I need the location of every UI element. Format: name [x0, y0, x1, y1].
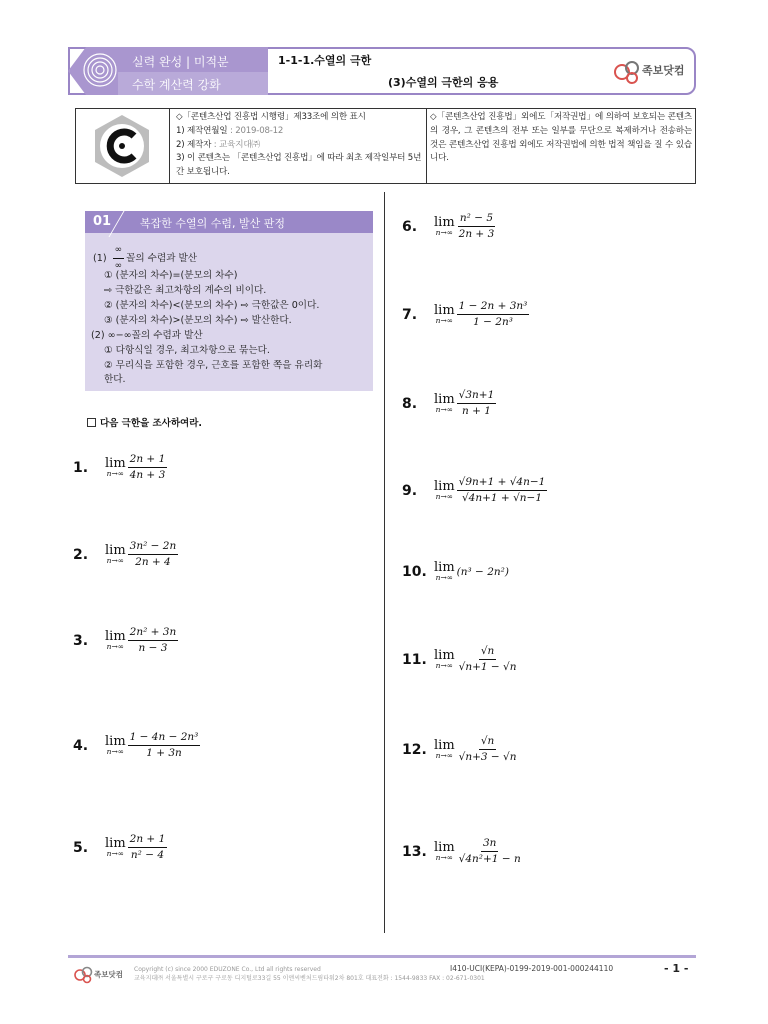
lim-word: lim: [105, 456, 126, 471]
lim-word: lim: [434, 303, 455, 318]
lim-word: lim: [434, 560, 455, 575]
limit-operator: [434, 393, 455, 414]
notice-label: 2) 제작자: [176, 139, 214, 150]
instruction-text: 다음 극한을 조사하여라.: [100, 418, 202, 429]
lim-word: lim: [434, 392, 455, 407]
limit-operator: [105, 544, 126, 565]
summary-line: 한다.: [104, 374, 126, 385]
lim-subscript: n→∞: [435, 492, 454, 501]
problem-number: 6.: [402, 218, 418, 235]
notice-left-text: [176, 111, 424, 180]
lim-word: lim: [434, 215, 455, 230]
problem-number: 5.: [73, 839, 89, 856]
footer-brand-name: 족보닷컴: [94, 970, 123, 979]
lim-word: lim: [105, 734, 126, 749]
limit-operator: [105, 837, 126, 858]
fraction-top: ∞: [113, 244, 125, 259]
lesson-code: 1-1-1.수열의 극한: [278, 54, 372, 67]
problem-number: 3.: [73, 632, 89, 649]
problem-10: [402, 561, 509, 582]
limit-operator: [434, 739, 455, 760]
footer-doc-code: I410-UCI(KEPA)-0199-2019-001-000244110: [450, 964, 614, 973]
notice-line: [176, 125, 424, 139]
denominator: 1 + 3n: [146, 747, 182, 759]
fraction: [128, 453, 168, 482]
denominator: √4n+1 + √n−1: [461, 492, 543, 504]
notice-line: [176, 139, 424, 153]
expression: (n³ − 2n²): [456, 565, 509, 578]
problem-12: [402, 735, 519, 764]
limit-operator: [105, 735, 126, 756]
denominator: n² − 4: [130, 849, 165, 861]
summary-line: ② (분자의 차수)<(분모의 차수) ⇨ 극한값은 0이다.: [104, 300, 320, 311]
limit-operator: [105, 457, 126, 478]
lim-subscript: n→∞: [106, 642, 125, 651]
problem-number: 2.: [73, 546, 89, 563]
summary-line: ① (분자의 차수)=(분모의 차수): [104, 270, 238, 281]
notice-label: 1) 제작연월일: [176, 125, 230, 136]
fraction-bottom: ∞: [114, 261, 123, 271]
limit-operator: [434, 649, 455, 670]
lim-subscript: n→∞: [435, 228, 454, 237]
lim-word: lim: [105, 836, 126, 851]
lim-subscript: n→∞: [106, 849, 125, 858]
lim-subscript: n→∞: [435, 853, 454, 862]
problem-number: 7.: [402, 306, 418, 323]
lim-subscript: n→∞: [106, 469, 125, 478]
fraction: [128, 626, 179, 655]
column-divider: [384, 192, 385, 933]
notice-value: : 2019-08-12: [230, 125, 284, 136]
numerator: 3n² − 2n: [128, 540, 179, 555]
limit-operator: [434, 216, 455, 237]
summary-line: ② 무리식을 포함한 경우, 근호를 포함한 쪽을 유리화: [104, 360, 323, 371]
problem-4: [73, 731, 200, 760]
lesson-title: (3)수열의 극한의 응용: [388, 76, 499, 89]
notice-line: ◇「콘텐츠산업 진흥법 시행령」제33조에 의한 표시: [176, 112, 366, 122]
notice-divider: [426, 108, 427, 184]
checkbox-marker-icon: [87, 418, 96, 427]
content-copyright-icon: [86, 112, 158, 180]
lim-word: lim: [434, 479, 455, 494]
denominator: √n+3 − √n: [458, 751, 517, 763]
numerator: 2n + 1: [128, 833, 168, 848]
lim-word: lim: [105, 629, 126, 644]
brand-name: 족보닷컴: [642, 64, 685, 77]
problem-6: [402, 212, 496, 241]
problem-1: [73, 453, 167, 482]
numerator: √n: [479, 735, 496, 750]
problem-number: 11.: [402, 651, 427, 668]
fraction: [457, 212, 497, 241]
numerator: n² − 5: [458, 212, 495, 227]
problem-number: 9.: [402, 482, 418, 499]
brand-logo-icon: [612, 56, 698, 86]
fraction: [457, 837, 523, 866]
fraction: [128, 731, 201, 760]
edu-logo-icon: [82, 52, 118, 88]
numerator: 2n² + 3n: [128, 626, 179, 641]
course-subtitle: 수학 계산력 강화: [132, 78, 221, 92]
lim-subscript: n→∞: [435, 751, 454, 760]
footer-address: 교육지대㈜ 서울특별시 구로구 구로동 디지털로33길 55 이앤씨벤처드림타워2차 801호 대표전화 : 1544-9833 FAX : 02-671-0301: [134, 975, 485, 982]
problem-5: [73, 833, 167, 862]
notice-line: 3) 이 콘텐츠는 「콘텐츠산업 진흥법」에 따라 최초 제작일부터 5년간 보호됩니다.: [176, 153, 422, 178]
denominator: 2n + 4: [135, 556, 171, 568]
lim-subscript: n→∞: [106, 556, 125, 565]
footer-rule: [68, 955, 696, 958]
lim-word: lim: [434, 738, 455, 753]
denominator: 2n + 3: [458, 228, 495, 240]
problem-2: [73, 540, 178, 569]
numerator: 2n + 1: [128, 453, 168, 468]
lim-subscript: n→∞: [106, 747, 125, 756]
limit-operator: [434, 304, 455, 325]
problem-8: [402, 389, 496, 418]
concept-title: 복잡한 수열의 수렴, 발산 판정: [140, 217, 285, 230]
lim-subscript: n→∞: [435, 661, 454, 670]
lim-subscript: n→∞: [435, 405, 454, 414]
problem-number: 1.: [73, 459, 89, 476]
notice-divider: [169, 108, 170, 184]
lim-word: lim: [105, 543, 126, 558]
problem-3: [73, 626, 178, 655]
problem-11: [402, 645, 519, 674]
fraction: [457, 476, 548, 505]
summary-line: ⇨ 극한값은 최고차항의 계수의 비이다.: [104, 285, 267, 296]
problem-7: [402, 300, 529, 329]
lim-word: lim: [434, 648, 455, 663]
numerator: 1 − 2n + 3n³: [457, 300, 530, 315]
lim-subscript: n→∞: [435, 316, 454, 325]
denominator: 4n + 3: [129, 469, 166, 481]
denominator: √4n²+1 − n: [458, 853, 521, 865]
notice-right-text: ◇「콘텐츠산업 진흥법」외에도「저작권법」에 의하여 보호되는 콘텐츠의 경우, 그 콘텐츠의 전부 또는 일부를 무단으로 복제하거나 전송하는 것은 콘텐츠산업 진흥법 외에도 저작권법에 의한 법적 책임을 질 수 있습니다.: [430, 112, 692, 164]
problem-number: 12.: [402, 741, 427, 758]
limit-operator: [434, 841, 455, 862]
lim-word: lim: [434, 840, 455, 855]
course-label: 실력 완성 | 미적분: [132, 55, 229, 69]
numerator: 1 − 4n − 2n³: [128, 731, 201, 746]
summary-item-suffix: 꼴의 수렴과 발산: [126, 253, 198, 264]
summary-line: (2) ∞−∞꼴의 수렴과 발산: [91, 330, 203, 341]
numerator: √9n+1 + √4n−1: [457, 476, 548, 491]
concept-number: 01: [93, 214, 112, 229]
footer-brand-logo-icon: [72, 963, 128, 985]
footer-copyright: Copyright (c) since 2000 EDUZONE Co., Ltd all rights reserved: [134, 966, 321, 973]
denominator: n − 3: [138, 642, 168, 654]
notice-value: : 교육지대㈜: [213, 139, 260, 150]
fraction: [457, 300, 530, 329]
fraction: [457, 645, 519, 674]
problem-number: 13.: [402, 843, 427, 860]
fraction: [128, 540, 179, 569]
fraction: [457, 735, 519, 764]
denominator: √n+1 − √n: [458, 661, 517, 673]
fraction: [128, 833, 168, 862]
lim-subscript: n→∞: [435, 573, 454, 582]
problem-13: [402, 837, 523, 866]
denominator: n + 1: [462, 405, 491, 417]
summary-line: ③ (분자의 차수)>(분모의 차수) ⇨ 발산한다.: [104, 315, 292, 326]
limit-operator: [434, 480, 455, 501]
summary-line: ① 다항식일 경우, 최고차항으로 묶는다.: [104, 345, 270, 356]
problem-9: [402, 476, 547, 505]
problem-number: 8.: [402, 395, 418, 412]
denominator: 1 − 2n³: [473, 316, 513, 328]
limit-operator: [105, 630, 126, 651]
problem-number: 10.: [402, 563, 427, 580]
numerator: 3n: [481, 837, 498, 852]
limit-operator: [434, 561, 455, 582]
page-number: - 1 -: [664, 962, 689, 975]
fraction: [457, 389, 497, 418]
problem-number: 4.: [73, 737, 89, 754]
numerator: √n: [479, 645, 496, 660]
numerator: √3n+1: [457, 389, 497, 404]
summary-item-prefix: (1): [93, 253, 107, 264]
